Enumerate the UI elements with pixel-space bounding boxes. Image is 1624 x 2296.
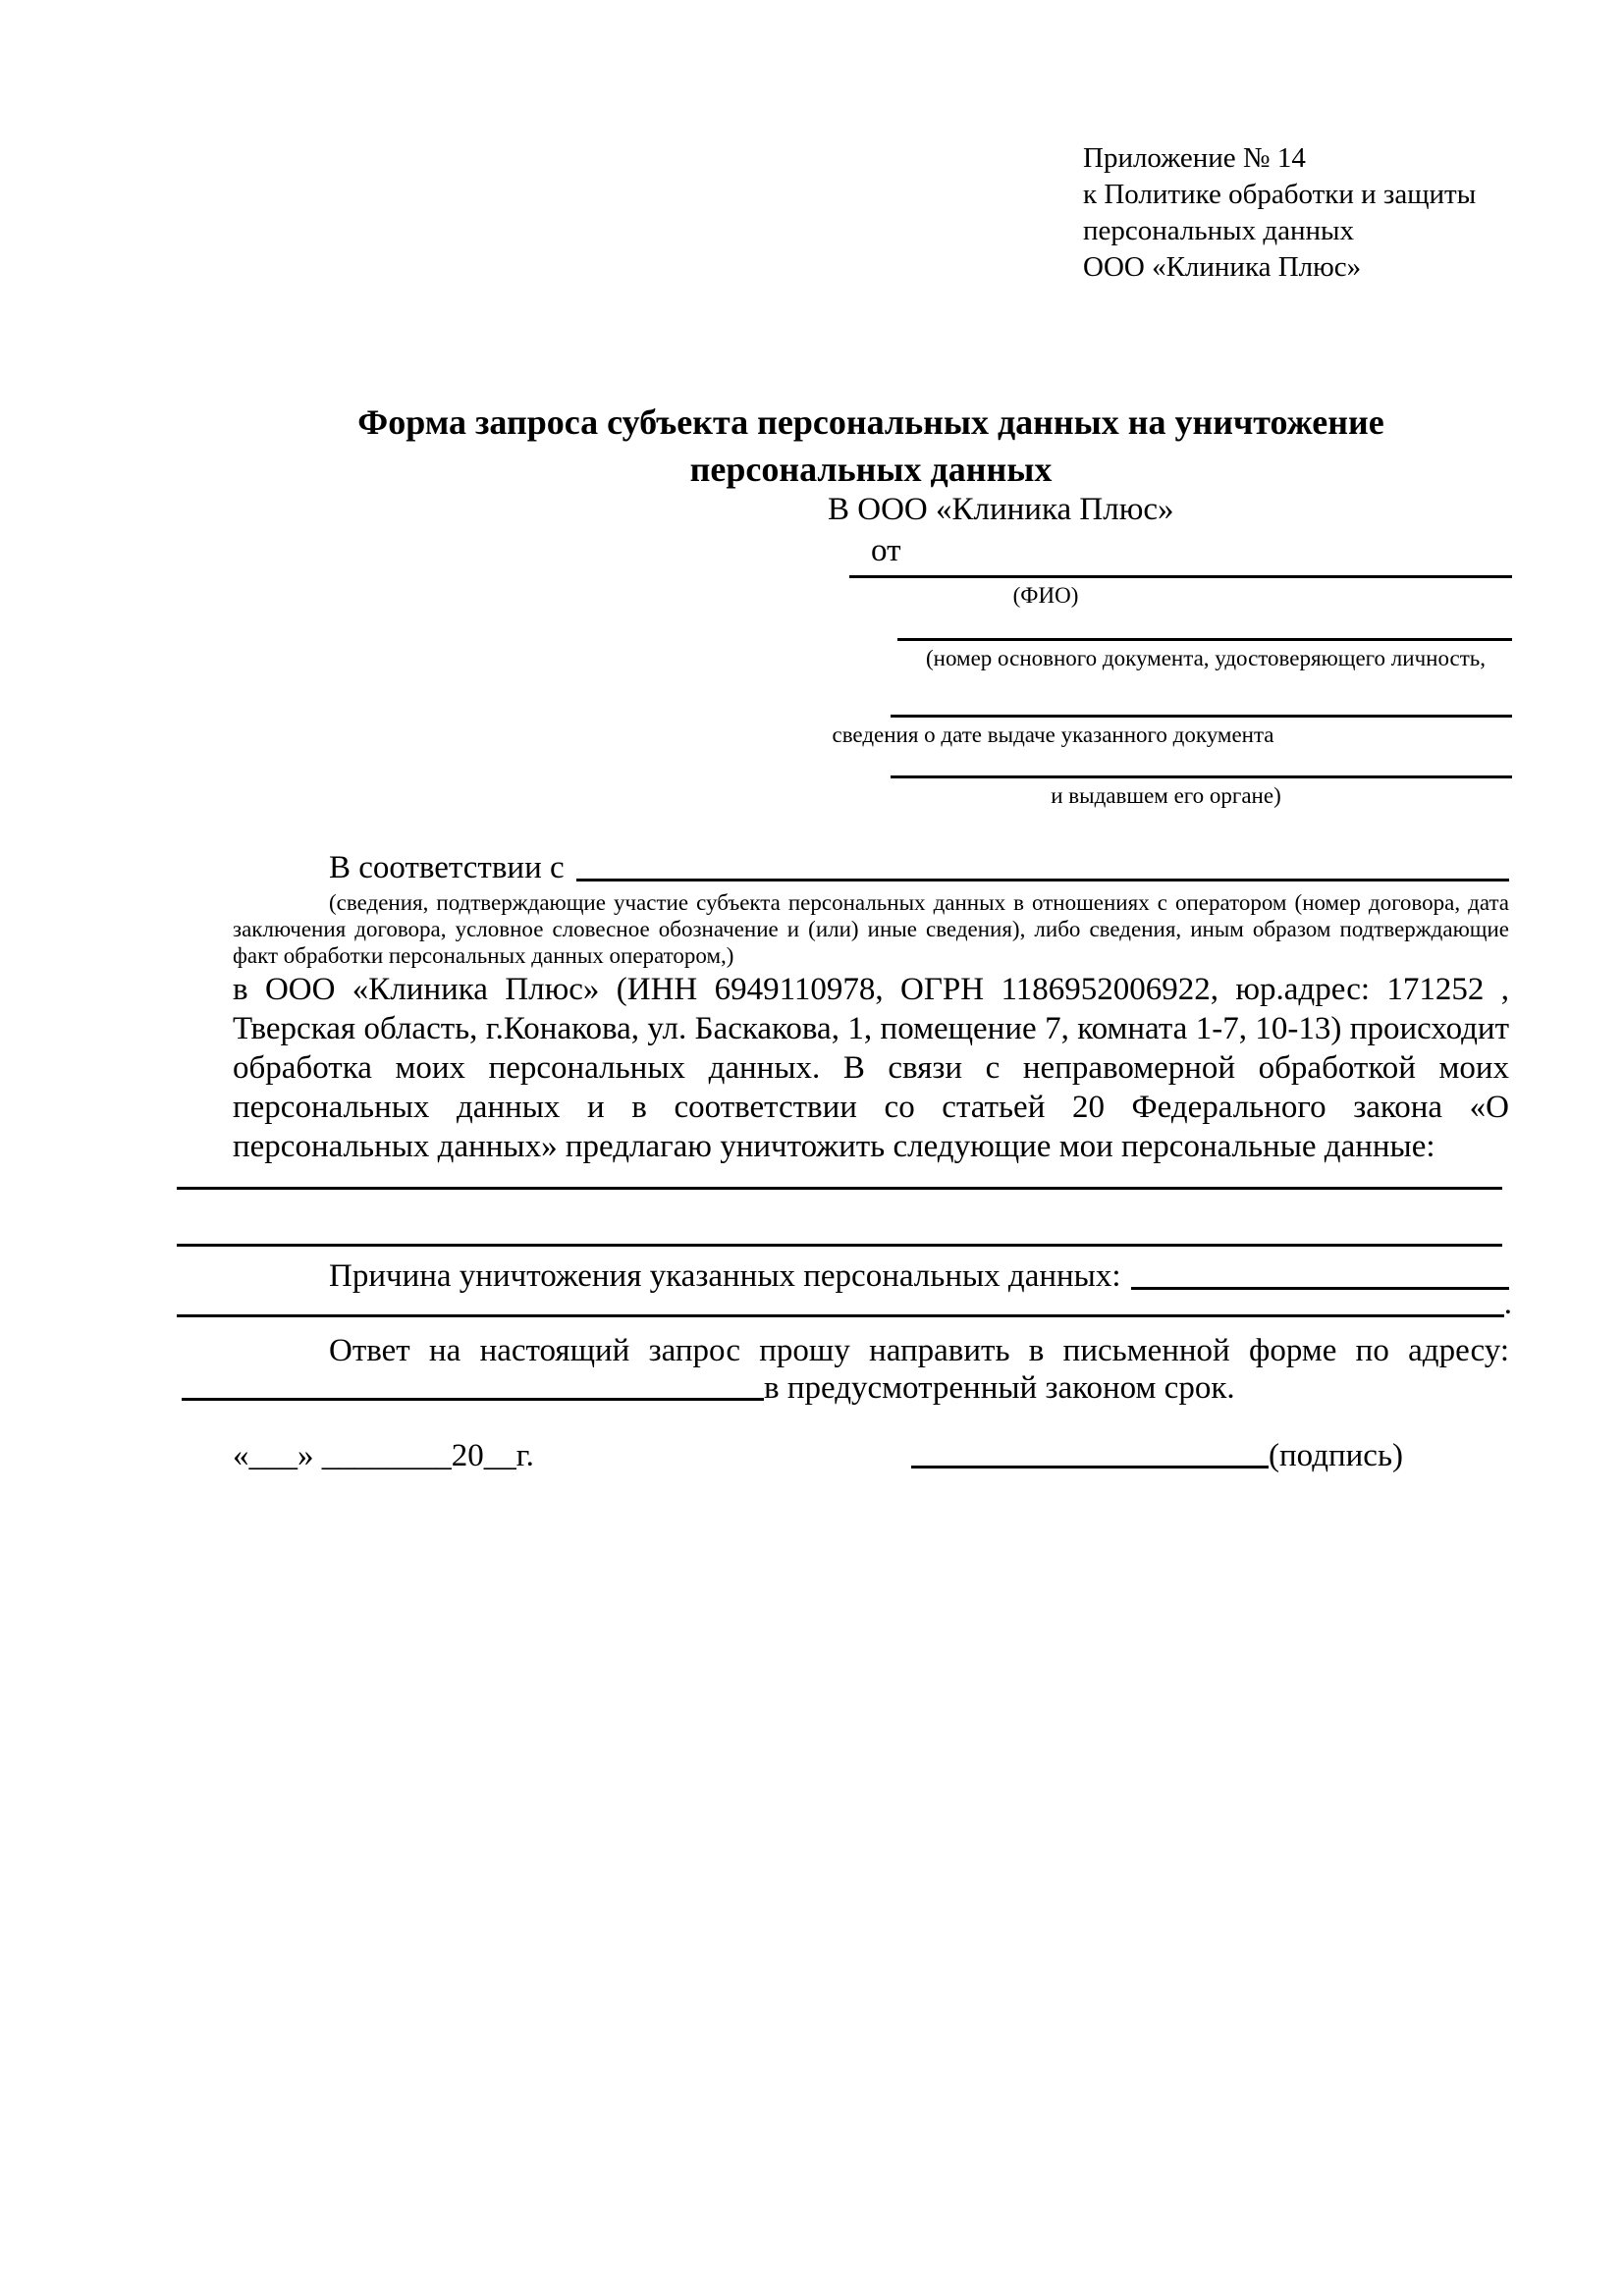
data-blank-line-2 <box>177 1244 1502 1247</box>
issue-date-caption: сведения о дате выдаче указанного документа <box>832 722 1274 747</box>
data-blank-line-1 <box>177 1187 1502 1190</box>
signature-row <box>911 1436 1403 1475</box>
header-line-org: ООО «Клиника Плюс» <box>1083 251 1362 283</box>
header-line-pd: персональных данных <box>1083 215 1355 246</box>
signature-caption: (подпись) <box>1269 1438 1403 1473</box>
addressee-to: В ООО «Клиника Плюс» <box>828 492 1174 527</box>
answer-text: Ответ на настоящий запрос прошу направить в письменной форме по адресу: <box>329 1333 1509 1368</box>
line-end-dot: . <box>1503 1286 1512 1321</box>
header-line-policy: к Политике обработки и защиты <box>1083 179 1477 210</box>
accordance-lead: В соответствии с <box>329 850 565 885</box>
reason-label: Причина уничтожения указанных персональных данных: <box>329 1258 1121 1294</box>
doc-number-caption: (номер основного документа, удостоверяющего личность, <box>926 646 1487 670</box>
accordance-row <box>233 848 1509 887</box>
signature-underline <box>911 1466 1269 1468</box>
reason-blank-row <box>177 1282 1512 1323</box>
issue-date-underline <box>891 715 1512 718</box>
answer-tail: в предусмотренный законом срок. <box>764 1370 1235 1406</box>
addressee-from-label: от <box>871 533 901 568</box>
address-underline <box>182 1398 764 1401</box>
accordance-underline <box>576 879 1509 881</box>
header-line-appendix: Приложение № 14 <box>1083 142 1306 174</box>
fio-caption: (ФИО) <box>1012 583 1079 608</box>
form-title <box>233 399 1509 493</box>
answer-address-row <box>182 1368 1235 1408</box>
body-paragraph: в ООО «Клиника Плюс» (ИНН 6949110978, ОГРН 1186952006922, юр.адрес: 171252 , Тверская область, г.Конакова, ул. Баскакова, 1, помещение 7, комната 1-7, 10-13) происходит обработка моих персональных данных. В связи с неправомерной обработкой моих персональных данных и в соответствии со статьей 20 Федерального закона «О персональных данных» предлагаю уничтожить следующие мои персональные данные: <box>233 972 1509 1164</box>
accordance-footnote: (сведения, подтверждающие участие субъекта персональных данных в отношениях с оператором (номер договора, дата заключения договора, условное словесное обозначение и (или) иные сведения), либо сведения, иным образом подтверждающие факт обработки персональных данных оператором,) <box>233 890 1509 968</box>
issue-org-underline <box>891 775 1512 778</box>
date-field: «___» ________20__г. <box>233 1438 534 1473</box>
issue-org-caption: и выдавшем его органе) <box>1051 783 1281 808</box>
header-block <box>1083 140 1476 286</box>
fio-underline <box>849 575 1512 578</box>
title-line-1: Форма запроса субъекта персональных данных на уничтожение <box>357 402 1384 442</box>
reason-blank-line <box>177 1314 1504 1317</box>
title-line-2: персональных данных <box>689 450 1053 489</box>
doc-number-underline <box>897 638 1512 641</box>
